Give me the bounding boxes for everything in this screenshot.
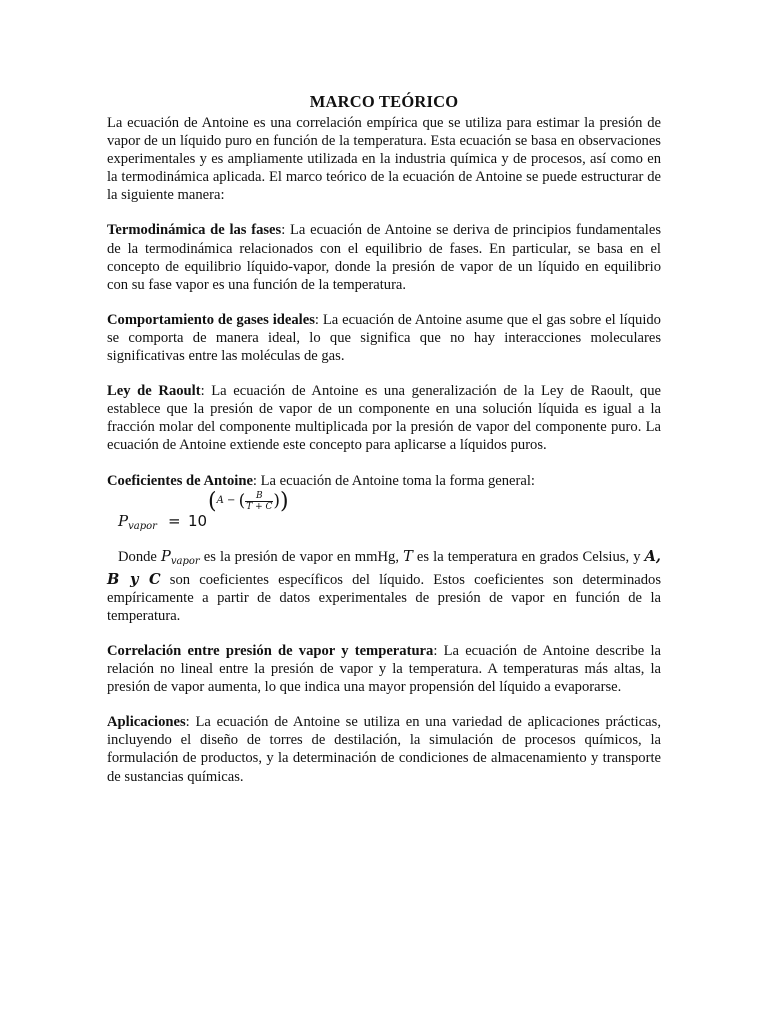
document-page bbox=[107, 92, 661, 803]
fraction-denominator: T + C bbox=[246, 501, 273, 512]
where-prefix: Donde bbox=[118, 548, 157, 565]
equation-equals: = bbox=[168, 511, 181, 530]
fraction-numerator: B bbox=[245, 491, 273, 502]
section-correlacion bbox=[107, 642, 661, 696]
section-gases-ideales bbox=[107, 311, 661, 365]
equation-p-symbol: P bbox=[118, 511, 129, 530]
section-heading: Comportamiento de gases ideales bbox=[107, 311, 315, 328]
equation-lhs bbox=[118, 512, 157, 536]
where-t-symbol: T bbox=[403, 547, 413, 565]
where-p-vapor bbox=[161, 548, 200, 565]
section-body: : La ecuación de Antoine describe la relación no lineal entre la presión de vapor y la temperatura. A temperaturas más altas, la presión de vapor aumenta, lo que indica una mayor propensión del líquido a evaporarse. bbox=[107, 642, 661, 696]
page-title: MARCO TEÓRICO bbox=[309, 92, 459, 111]
equation-base: 10 bbox=[188, 511, 208, 530]
where-text-1: es la presión de vapor en mmHg, bbox=[199, 548, 404, 565]
section-heading: Correlación entre presión de vapor y temperatura bbox=[107, 642, 434, 659]
intro-paragraph: La ecuación de Antoine es una correlación empírica que se utiliza para estimar la presión de vapor de un líquido puro en función de la temperatura. Esta ecuación se basa en observaciones experimentales y es ampliamente utilizada en la industria química y de procesos, así como en la termodinámica aplicada. El marco teórico de la ecuación de Antoine se puede estructurar de la siguiente manera: bbox=[107, 115, 661, 204]
where-coef-symbols: A, B y C bbox=[107, 547, 661, 588]
section-body: : La ecuación de Antoine se utiliza en una variedad de aplicaciones prácticas, incluyendo el diseño de torres de destilación, la simulación de procesos químicos, la formulación de productos, y la determinación de condiciones de almacenamiento y transporte de sustancias químicas. bbox=[107, 714, 661, 785]
exponent-a: A bbox=[216, 494, 224, 506]
section-aplicaciones bbox=[107, 713, 661, 785]
exponent-minus: − bbox=[227, 494, 236, 506]
section-body: : La ecuación de Antoine es una generalización de la Ley de Raoult, que establece que la presión de vapor de un componente en una solución líquida es igual a la fracción molar del componente multiplicada por la presión de vapor del componente puro. La ecuación de Antoine extiende este concepto para aplicarse a líquidos puros. bbox=[107, 383, 661, 454]
section-heading: Coeficientes de Antoine bbox=[107, 472, 253, 489]
antoine-equation bbox=[118, 488, 661, 534]
section-ley-raoult bbox=[107, 382, 661, 454]
where-text-3: son coeficientes específicos del líquido. Estos coeficientes son determinados empíricamente a partir de datos experimentales de presión de vapor en función de la temperatura. bbox=[107, 571, 661, 624]
where-p-subscript: vapor bbox=[170, 555, 200, 567]
section-heading: Aplicaciones bbox=[107, 714, 186, 731]
section-body: : La ecuación de Antoine toma la forma general: bbox=[252, 472, 535, 489]
section-heading: Ley de Raoult bbox=[107, 383, 201, 400]
where-paragraph bbox=[107, 548, 661, 625]
where-p-symbol: P bbox=[161, 547, 171, 565]
section-body: : La ecuación de Antoine se deriva de principios fundamentales de la termodinámica relacionados con el equilibrio de fases. En particular, se basa en el concepto de equilibrio líquido-vapor, donde la presión de vapor de un líquido en equilibrio con su fase vapor es una función de la temperatura. bbox=[107, 222, 662, 293]
exponent-fraction bbox=[245, 491, 273, 512]
equation-p-subscript: vapor bbox=[128, 520, 157, 532]
section-body: : La ecuación de Antoine asume que el gas sobre el líquido se comporta de manera ideal, lo que significa que no hay interacciones moleculares significativas entre las moléculas de gas. bbox=[107, 311, 661, 365]
section-coeficientes bbox=[107, 472, 661, 490]
section-termodinamica bbox=[107, 221, 661, 293]
section-heading: Termodinámica de las fases bbox=[107, 222, 282, 239]
where-text-2: es la temperatura en grados Celsius, y bbox=[412, 548, 645, 565]
equation-exponent: (A − ( $\frac{B}{T + C}$ )) bbox=[208, 488, 289, 514]
